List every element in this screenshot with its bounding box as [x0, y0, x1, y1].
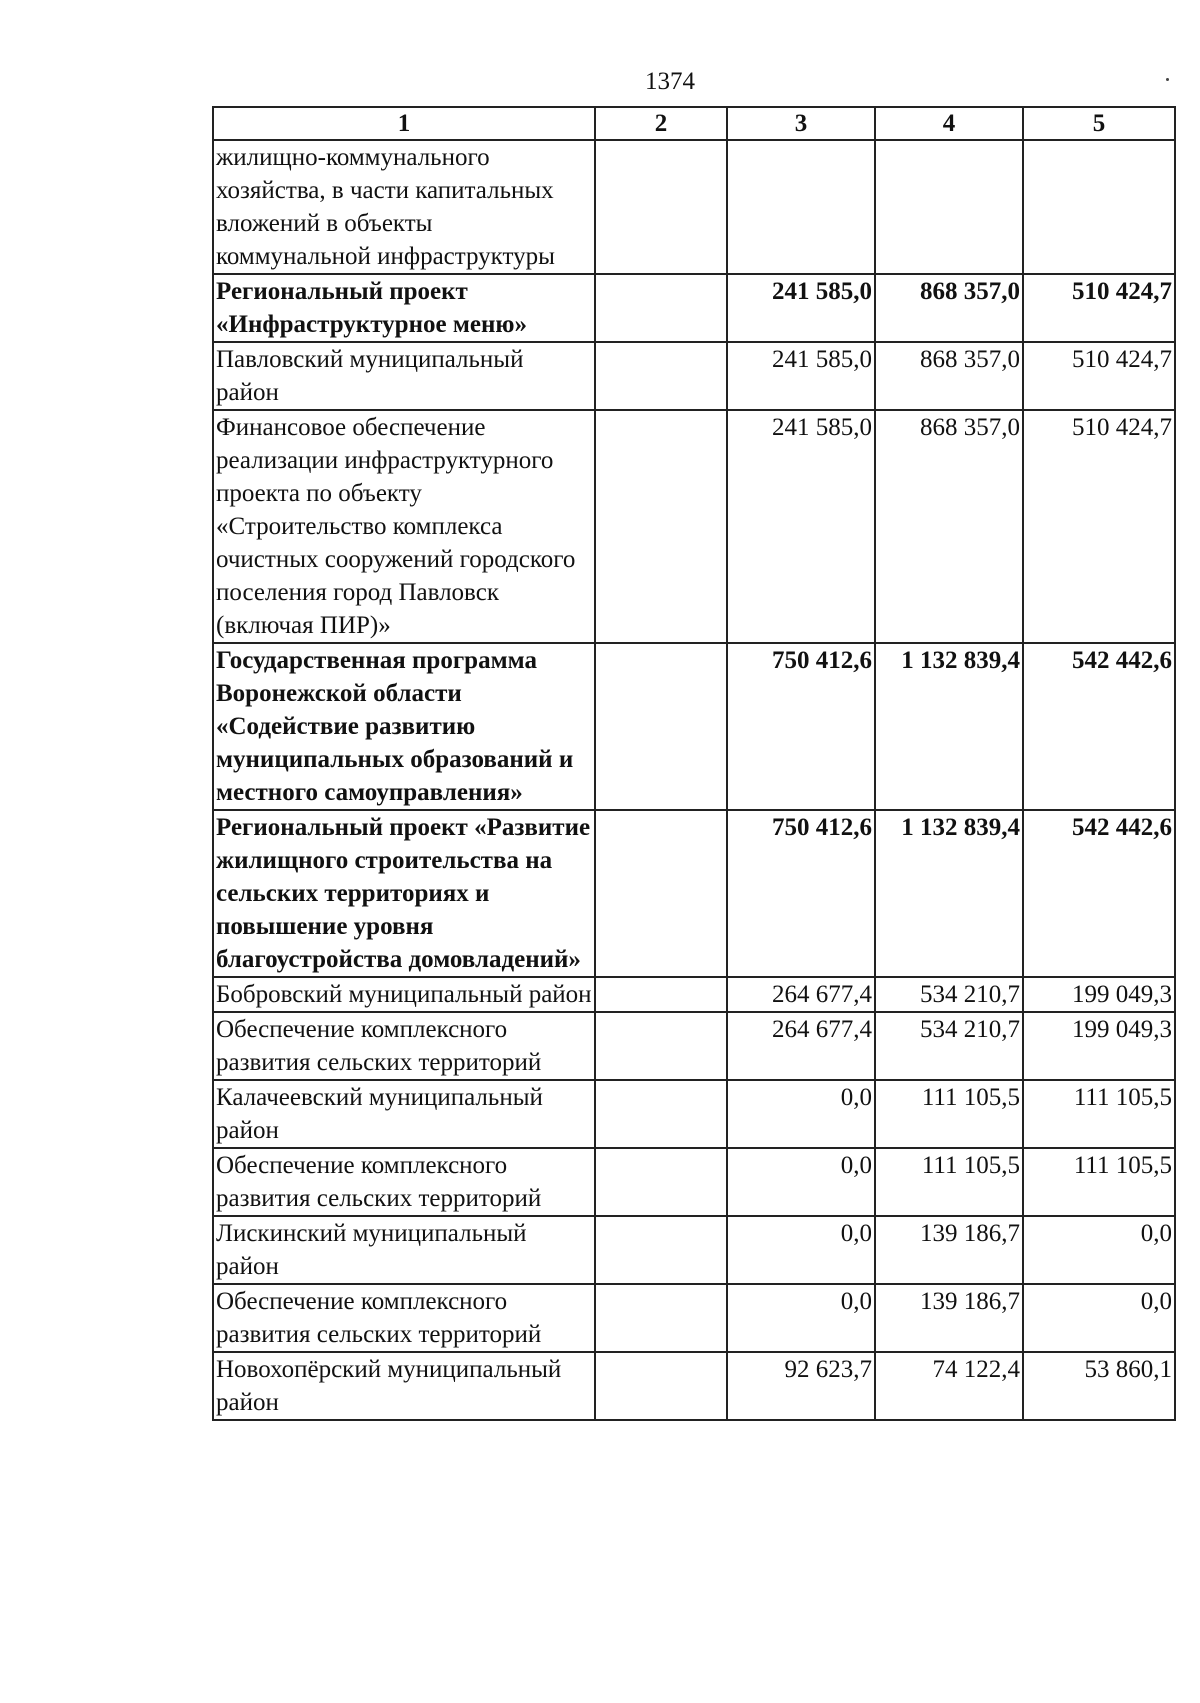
row-name-cell: Региональный проект «Инфраструктурное меню»	[213, 274, 595, 342]
header-row	[213, 107, 1175, 140]
row-name-cell: Новохопёрский муниципальный район	[213, 1352, 595, 1420]
value-cell-5: 0,0	[1023, 1216, 1175, 1284]
row-name-cell: Обеспечение комплексного развития сельских территорий	[213, 1012, 595, 1080]
value-cell-5: 0,0	[1023, 1284, 1175, 1352]
table-row	[213, 342, 1175, 410]
table-row	[213, 810, 1175, 977]
value-cell-5: 199 049,3	[1023, 977, 1175, 1012]
value-cell-3: 241 585,0	[727, 342, 875, 410]
value-cell-3: 750 412,6	[727, 810, 875, 977]
row-name-cell: Лискинский муниципальный район	[213, 1216, 595, 1284]
value-cell-3: 750 412,6	[727, 643, 875, 810]
table-header	[213, 107, 1175, 140]
value-cell-2	[595, 1148, 727, 1216]
table-row	[213, 410, 1175, 643]
row-name-cell: Обеспечение комплексного развития сельских территорий	[213, 1284, 595, 1352]
table-row	[213, 140, 1175, 274]
table-row	[213, 977, 1175, 1012]
table-row	[213, 1080, 1175, 1148]
value-cell-3: 0,0	[727, 1216, 875, 1284]
value-cell-5: 542 442,6	[1023, 643, 1175, 810]
header-col-2: 2	[595, 107, 727, 140]
row-name-cell: жилищно-коммунального хозяйства, в части капитальных вложений в объекты коммунальной инфраструктуры	[213, 140, 595, 274]
value-cell-2	[595, 977, 727, 1012]
value-cell-2	[595, 1080, 727, 1148]
row-name-cell: Калачеевский муниципальный район	[213, 1080, 595, 1148]
value-cell-2	[595, 274, 727, 342]
table-row	[213, 1284, 1175, 1352]
value-cell-4: 111 105,5	[875, 1148, 1023, 1216]
row-name-cell: Павловский муниципальный район	[213, 342, 595, 410]
table-row	[213, 643, 1175, 810]
value-cell-2	[595, 1352, 727, 1420]
value-cell-4: 111 105,5	[875, 1080, 1023, 1148]
page-number: 1374	[645, 68, 695, 95]
value-cell-2	[595, 140, 727, 274]
value-cell-4: 868 357,0	[875, 342, 1023, 410]
value-cell-3: 264 677,4	[727, 1012, 875, 1080]
value-cell-5: 53 860,1	[1023, 1352, 1175, 1420]
value-cell-2	[595, 1284, 727, 1352]
value-cell-4: 139 186,7	[875, 1284, 1023, 1352]
scan-dot	[1166, 78, 1169, 81]
value-cell-3: 0,0	[727, 1080, 875, 1148]
table-body	[213, 140, 1175, 1420]
value-cell-3: 0,0	[727, 1148, 875, 1216]
value-cell-4: 1 132 839,4	[875, 643, 1023, 810]
budget-table	[212, 106, 1176, 1421]
value-cell-3: 92 623,7	[727, 1352, 875, 1420]
value-cell-4: 868 357,0	[875, 274, 1023, 342]
value-cell-3: 0,0	[727, 1284, 875, 1352]
value-cell-3: 241 585,0	[727, 410, 875, 643]
value-cell-2	[595, 643, 727, 810]
value-cell-4: 1 132 839,4	[875, 810, 1023, 977]
header-col-3: 3	[727, 107, 875, 140]
header-col-4: 4	[875, 107, 1023, 140]
row-name-cell: Государственная программа Воронежской области «Содействие развитию муниципальных образований и местного самоуправления»	[213, 643, 595, 810]
header-col-1: 1	[213, 107, 595, 140]
value-cell-4	[875, 140, 1023, 274]
value-cell-5	[1023, 140, 1175, 274]
table-row	[213, 1352, 1175, 1420]
table-row	[213, 1148, 1175, 1216]
value-cell-2	[595, 810, 727, 977]
header-col-5: 5	[1023, 107, 1175, 140]
value-cell-5: 510 424,7	[1023, 274, 1175, 342]
value-cell-5: 199 049,3	[1023, 1012, 1175, 1080]
row-name-cell: Финансовое обеспечение реализации инфраструктурного проекта по объекту «Строительство комплекса очистных сооружений городского поселения город Павловск (включая ПИР)»	[213, 410, 595, 643]
value-cell-5: 510 424,7	[1023, 342, 1175, 410]
value-cell-2	[595, 410, 727, 643]
value-cell-4: 139 186,7	[875, 1216, 1023, 1284]
row-name-cell: Региональный проект «Развитие жилищного строительства на сельских территориях и повышение уровня благоустройства домовладений»	[213, 810, 595, 977]
value-cell-3	[727, 140, 875, 274]
value-cell-4: 74 122,4	[875, 1352, 1023, 1420]
value-cell-5: 111 105,5	[1023, 1080, 1175, 1148]
value-cell-2	[595, 342, 727, 410]
value-cell-4: 868 357,0	[875, 410, 1023, 643]
table-row	[213, 1012, 1175, 1080]
value-cell-3: 241 585,0	[727, 274, 875, 342]
value-cell-2	[595, 1216, 727, 1284]
value-cell-4: 534 210,7	[875, 1012, 1023, 1080]
row-name-cell: Бобровский муниципальный район	[213, 977, 595, 1012]
row-name-cell: Обеспечение комплексного развития сельских территорий	[213, 1148, 595, 1216]
value-cell-5: 510 424,7	[1023, 410, 1175, 643]
value-cell-2	[595, 1012, 727, 1080]
table-row	[213, 1216, 1175, 1284]
table-row	[213, 274, 1175, 342]
value-cell-4: 534 210,7	[875, 977, 1023, 1012]
value-cell-3: 264 677,4	[727, 977, 875, 1012]
value-cell-5: 111 105,5	[1023, 1148, 1175, 1216]
value-cell-5: 542 442,6	[1023, 810, 1175, 977]
